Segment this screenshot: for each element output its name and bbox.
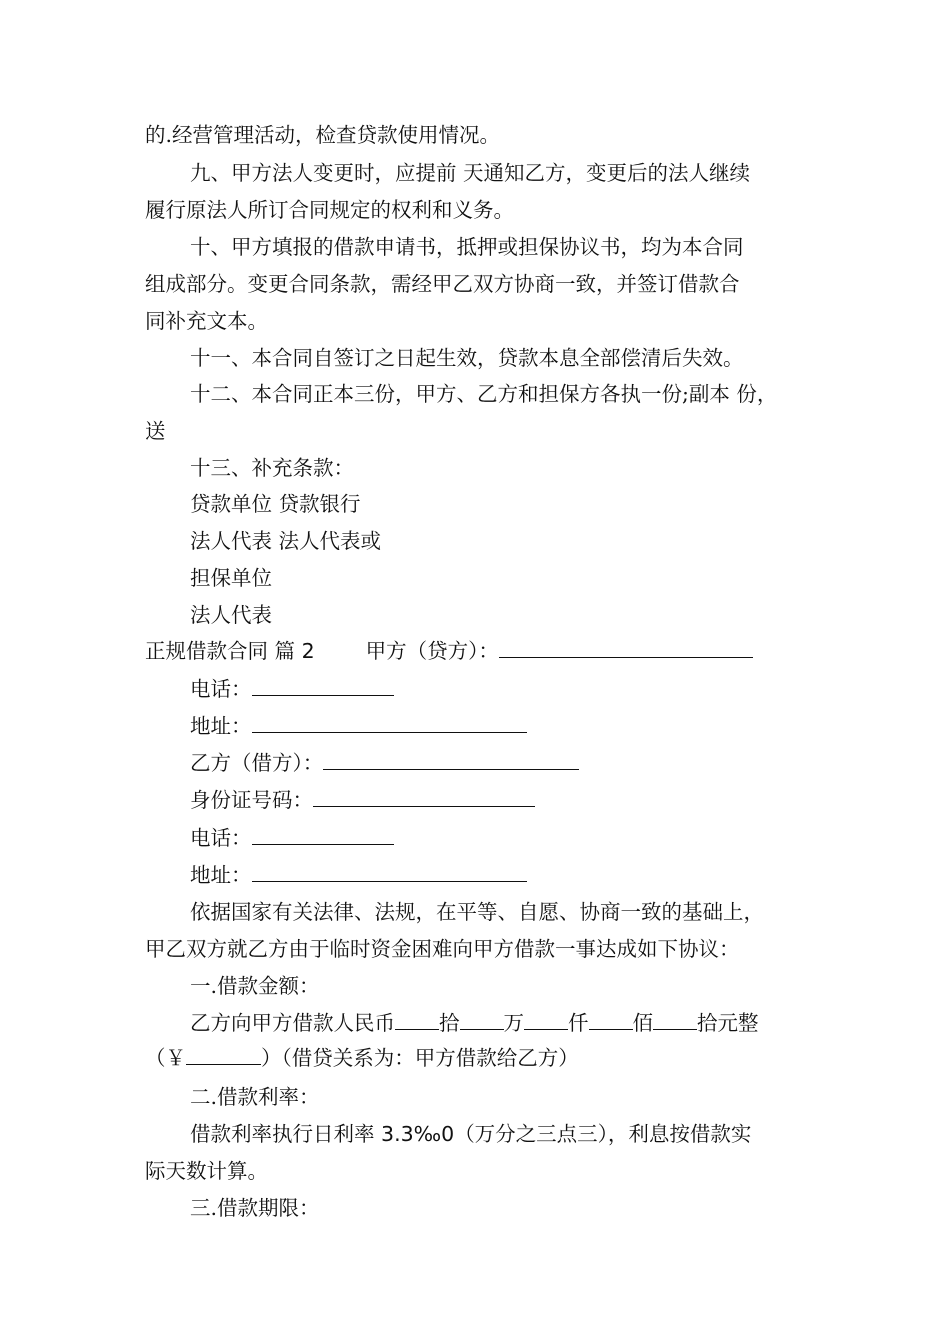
- party-b-label: 乙方（借方）：: [190, 751, 324, 775]
- address-label: 地址：: [190, 714, 252, 738]
- article-heading: 二.借款利率：: [190, 1085, 320, 1109]
- id-number-blank: [313, 786, 535, 807]
- unit-label: 拾: [439, 1011, 460, 1035]
- address-line-2: [190, 861, 527, 889]
- id-number-label: 身份证号码：: [190, 788, 313, 812]
- id-number-line: [190, 786, 535, 814]
- text-line: 际天数计算。: [145, 1159, 268, 1183]
- text-line: 同补充文本。: [145, 309, 268, 333]
- article-heading: 三.借款期限：: [190, 1196, 320, 1220]
- phone-line-1: [190, 675, 394, 703]
- phone-label: 电话：: [190, 677, 252, 701]
- article-heading: 一.借款金额：: [190, 974, 320, 998]
- amount-line: [190, 1009, 759, 1037]
- preamble-line: 依据国家有关法律、法规，在平等、自愿、协商一致的基础上，: [190, 900, 764, 924]
- amount-blank: [524, 1009, 568, 1030]
- signature-line: 担保单位: [190, 566, 272, 590]
- phone-line-2: [190, 824, 394, 852]
- amount-prefix: 乙方向甲方借款人民币: [190, 1011, 395, 1035]
- signature-line: 贷款单位 贷款银行: [190, 492, 361, 516]
- text-line: 送: [145, 419, 166, 443]
- unit-label: 万: [503, 1011, 524, 1035]
- address-label: 地址：: [190, 863, 252, 887]
- clause-12: 十二、本合同正本三份，甲方、乙方和担保方各执一份;副本 份，: [190, 382, 778, 406]
- section-title: 正规借款合同 篇: [145, 639, 296, 663]
- unit-label: 佰: [632, 1011, 653, 1035]
- yen-label: （￥: [145, 1046, 186, 1070]
- phone-label: 电话：: [190, 826, 252, 850]
- signature-line: 法人代表 法人代表或: [190, 529, 382, 553]
- loan-relation-note: ）（借贷关系为：甲方借款给乙方）: [261, 1046, 579, 1070]
- amount-blank: [460, 1009, 504, 1030]
- party-a-label: 甲方（贷方）：: [365, 639, 499, 663]
- party-b-blank: [323, 749, 579, 770]
- amount-blank: [395, 1009, 439, 1030]
- rate-line: [190, 1120, 751, 1148]
- amount-line-2: [145, 1044, 579, 1072]
- section-number: 2: [301, 639, 315, 663]
- preamble-line: 甲乙双方就乙方由于临时资金困难向甲方借款一事达成如下协议：: [145, 937, 740, 961]
- party-a-blank: [499, 637, 753, 658]
- phone-blank: [252, 824, 394, 845]
- address-blank: [252, 712, 527, 733]
- clause-13: 十三、补充条款：: [190, 456, 354, 480]
- rate-value: 3.3‰0: [381, 1122, 455, 1146]
- party-b-line: [190, 749, 579, 777]
- rate-text: 借款利率执行日利率: [190, 1122, 375, 1146]
- rate-text: （万分之三点三），利息按借款实: [454, 1122, 752, 1146]
- phone-blank: [252, 675, 394, 696]
- amount-blank: [589, 1009, 633, 1030]
- address-blank: [252, 861, 527, 882]
- clause-11: 十一、本合同自签订之日起生效，贷款本息全部偿清后失效。: [190, 346, 744, 370]
- signature-line: 法人代表: [190, 603, 272, 627]
- amount-blank: [653, 1009, 697, 1030]
- text-line: 履行原法人所订合同规定的权利和义务。: [145, 198, 514, 222]
- section-heading: [145, 637, 753, 665]
- clause-10: 十、甲方填报的借款申请书，抵押或担保协议书，均为本合同: [190, 235, 744, 259]
- address-line-1: [190, 712, 527, 740]
- text-line: 的.经营管理活动，检查贷款使用情况。: [145, 123, 501, 147]
- clause-9: 九、甲方法人变更时，应提前 天通知乙方，变更后的法人继续: [190, 161, 751, 185]
- yen-blank: [186, 1044, 261, 1065]
- unit-label: 仟: [568, 1011, 589, 1035]
- unit-label: 拾元整: [697, 1011, 759, 1035]
- text-line: 组成部分。变更合同条款，需经甲乙双方协商一致，并签订借款合: [145, 272, 740, 296]
